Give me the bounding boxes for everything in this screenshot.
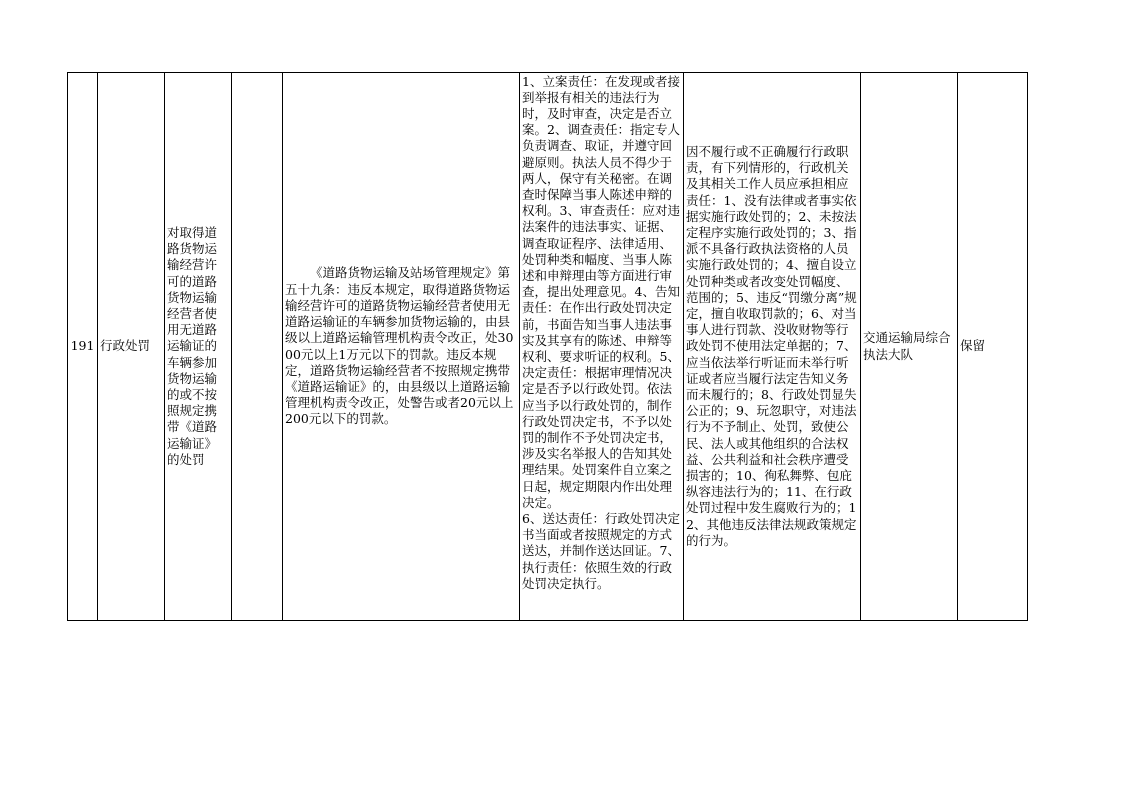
- responsibility-part-1: 1、立案责任：在发现或者接到举报有相关的违法行为时，及时审查，决定是否立案。2、调查责任：指定专人负责调查、取证，并遵守回避原则。执法人员不得少于两人，保守有关秘密。在调查时保障当事人陈述申辩的权利。3、审查责任：应对违法案件的违法事实、证据、调查取证程序、法律适用、处罚种类和幅度、当事人陈述和申辩理由等方面进行审查，提出处理意见。4、告知责任：在作出行政处罚决定前，书面告知当事人违法事实及其享有的陈述、申辩等权利、要求听证的权利。5、决定责任：根据审理情况决定是否予以行政处罚。依法应当予以行政处罚的，制作行政处罚决定书，不予以处罚的制作不予处罚决定书，涉及实名举报人的告知其处理结果。处罚案件自立案之日起，规定期限内作出处理决定。: [522, 73, 680, 510]
- table-row: [68, 73, 1028, 621]
- sub-item: [232, 73, 283, 621]
- power-category: 行政处罚: [98, 73, 165, 621]
- remark: 保留: [958, 73, 1028, 621]
- row-index: 191: [68, 73, 98, 621]
- responsibility-part-2: 6、送达责任：行政处罚决定书当面或者按照规定的方式送达，并制作送达回证。7、执行责任：依照生效的行政处罚决定执行。: [522, 510, 680, 591]
- item-name: 对取得道路货物运输经营许可的道路货物运输经营者使用无道路运输证的车辆参加货物运输的或不按照规定携带《道路运输证》的处罚: [165, 73, 232, 621]
- power-list-table: [67, 72, 1028, 621]
- accountability-cell: [684, 73, 861, 621]
- legal-basis: 《道路货物运输及站场管理规定》第五十九条：违反本规定，取得道路货物运输经营许可的道路货物运输经营者使用无道路运输证的车辆参加货物运输的，由县级以上道路运输管理机构责令改正，处3000元以上1万元以下的罚款。违反本规定，道路货物运输经营者不按照规定携带《道路运输证》的，由县级以上道路运输管理机构责令改正，处警告或者20元以上200元以下的罚款。: [283, 73, 520, 621]
- accountability-text: 因不履行或不正确履行行政职责，有下列情形的，行政机关及其相关工作人员应承担相应责任：1、没有法律或者事实依据实施行政处罚的；2、未按法定程序实施行政处罚的；3、指派不具备行政执法资格的人员实施行政处罚的；4、擅自设立处罚种类或者改变处罚幅度、范围的；5、违反“罚缴分离”规定，擅自收取罚款的；6、对当事人进行罚款、没收财物等行政处罚不使用法定单据的；7、应当依法举行听证而未举行听证或者应当履行法定告知义务而未履行的；8、行政处罚显失公正的；9、玩忽职守，对违法行为不予制止、处罚，致使公民、法人或其他组织的合法权益、公共利益和社会秩序遭受损害的；10、徇私舞弊、包庇纵容违法行为的；11、在行政处罚过程中发生腐败行为的；12、其他违反法律法规政策规定的行为。: [686, 143, 857, 548]
- responsible-department: 交通运输局综合执法大队: [861, 73, 958, 621]
- responsibility-cell: [520, 73, 684, 621]
- responsibility-text: [522, 74, 681, 620]
